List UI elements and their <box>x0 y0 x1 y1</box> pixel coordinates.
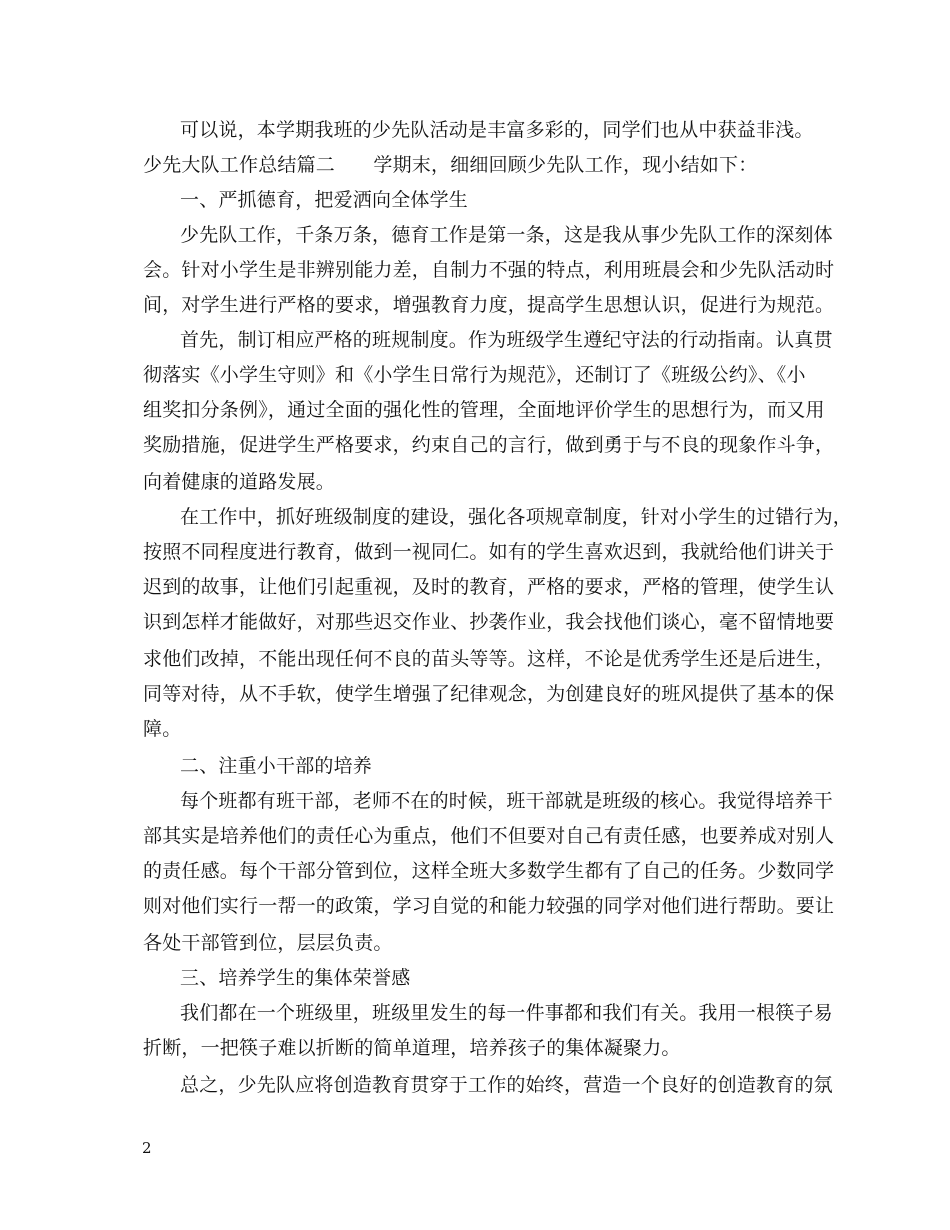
text-line: 部其实是培养他们的责任心为重点，他们不但要对自己有责任感，也要养成对别人 <box>143 825 835 847</box>
text-line: 折断，一把筷子难以折断的简单道理，培养孩子的集体凝聚力。 <box>143 1037 681 1059</box>
section-heading: 一、严抓德育，把爱洒向全体学生 <box>180 189 469 211</box>
section-heading: 三、培养学生的集体荣誉感 <box>180 967 411 989</box>
text-line: 求他们改掉，不能出现任何不良的苗头等等。这样，不论是优秀学生还是后进生， <box>143 648 835 670</box>
text-line: 彻落实《小学生守则》和《小学生日常行为规范》，还制订了《班级公约》、《小 <box>143 364 806 386</box>
text-line: 按照不同程度进行教育，做到一视同仁。如有的学生喜欢迟到，我就给他们讲关于 <box>143 541 835 563</box>
text-line: 会。针对小学生是非辨别能力差，自制力不强的特点，利用班晨会和少先队活动时 <box>143 259 835 281</box>
text-line: 首先，制订相应严格的班规制度。作为班级学生遵纪守法的行动指南。认真贯 <box>180 329 833 351</box>
text-line: 少先大队工作总结篇二 学期末，细细回顾少先队工作，现小结如下： <box>143 154 758 176</box>
text-line: 则对他们实行一帮一的政策，学习自觉的和能力较强的同学对他们进行帮助。要让 <box>143 895 835 917</box>
section-heading: 二、注重小干部的培养 <box>180 755 373 777</box>
text-line: 各处干部管到位，层层负责。 <box>143 932 393 954</box>
text-line: 障。 <box>143 718 182 740</box>
text-line: 在工作中，抓好班级制度的建设，强化各项规章制度，针对小学生的过错行为， <box>180 506 853 528</box>
text-line: 奖励措施，促进学生严格要求，约束自己的言行，做到勇于与不良的现象作斗争， <box>143 434 835 456</box>
text-line: 组奖扣分条例》，通过全面的强化性的管理，全面地评价学生的思想行为，而又用 <box>143 399 825 421</box>
page-number: 2 <box>142 1139 152 1157</box>
text-line: 每个班都有班干部，老师不在的时候，班干部就是班级的核心。我觉得培养干 <box>180 790 833 812</box>
text-line: 间，对学生进行严格的要求，增强教育力度，提高学生思想认识，促进行为规范。 <box>143 294 835 316</box>
text-line: 少先队工作，千条万条，德育工作是第一条，这是我从事少先队工作的深刻体 <box>180 224 833 246</box>
text-line: 同等对待，从不手软，使学生增强了纪律观念，为创建良好的班风提供了基本的保 <box>143 683 835 705</box>
text-line: 可以说，本学期我班的少先队活动是丰富多彩的，同学们也从中获益非浅。 <box>180 119 814 141</box>
text-line: 识到怎样才能做好，对那些迟交作业、抄袭作业，我会找他们谈心，毫不留情地要 <box>143 611 835 633</box>
text-line: 向着健康的道路发展。 <box>143 471 336 493</box>
text-line: 的责任感。每个干部分管到位，这样全班大多数学生都有了自己的任务。少数同学 <box>143 860 835 882</box>
text-line: 我们都在一个班级里，班级里发生的每一件事都和我们有关。我用一根筷子易 <box>180 1002 833 1024</box>
text-line: 迟到的故事，让他们引起重视，及时的教育，严格的要求，严格的管理，使学生认 <box>143 576 835 598</box>
text-line: 总之，少先队应将创造教育贯穿于工作的始终，营造一个良好的创造教育的氛 <box>180 1074 833 1096</box>
